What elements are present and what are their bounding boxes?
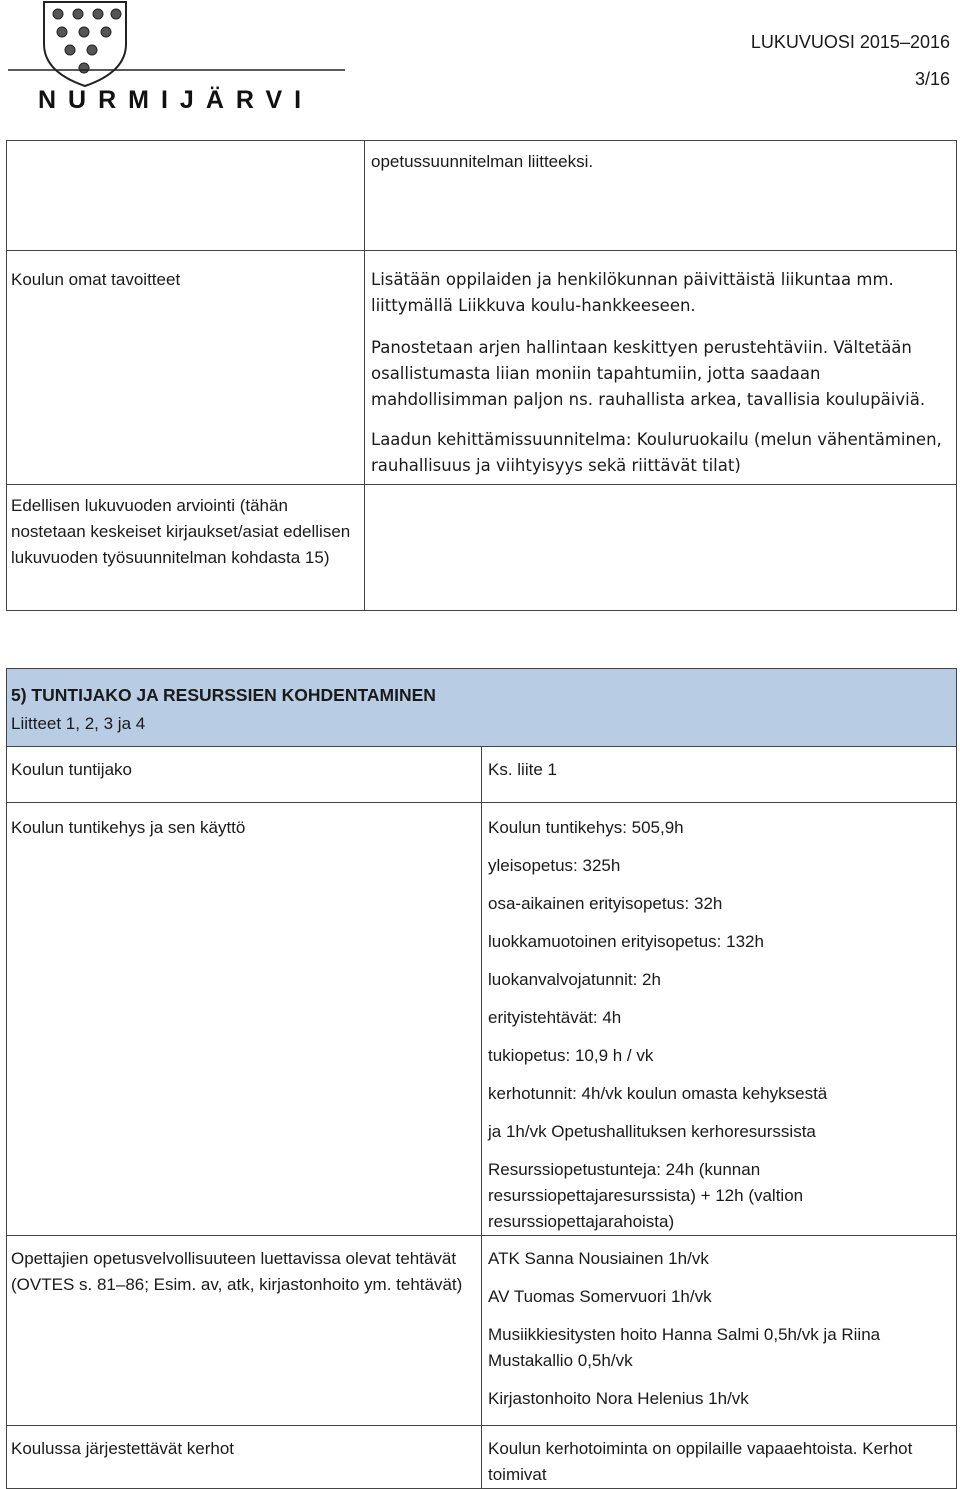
goal-text: Laadun kehittämissuunnitelma: Kouluruokailu (melun vähentäminen, rauhallisuus ja viihtyisyys sekä riittävät tilat) bbox=[371, 430, 942, 475]
hour-frame-item: Koulun tuntikehys: 505,9h bbox=[488, 818, 684, 837]
empty-cell bbox=[7, 141, 365, 251]
teacher-duty-item: Musiikkiesitysten hoito Hanna Salmi 0,5h/vk ja Riina Mustakallio 0,5h/vk bbox=[488, 1325, 881, 1370]
hour-frame-label: Koulun tuntikehys ja sen käyttö bbox=[11, 818, 246, 837]
section-header bbox=[7, 669, 957, 747]
hour-frame-item: Resurssiopetustunteja: 24h (kunnan resurssiopettajaresurssista) + 12h (valtion resurssiopettajarahoista) bbox=[488, 1160, 804, 1231]
clubs-label: Koulussa järjestettävät kerhot bbox=[11, 1439, 235, 1458]
curriculum-value: Ks. liite 1 bbox=[488, 760, 557, 779]
clubs-text: Koulun kerhotoiminta on oppilaille vapaaehtoista. Kerhot toimivat bbox=[488, 1439, 913, 1484]
clubs-label-cell bbox=[7, 1426, 482, 1489]
continuation-text: opetussuunnitelman liitteeksi. bbox=[371, 152, 594, 171]
nurmijarvi-logo bbox=[0, 0, 345, 112]
resources-table bbox=[6, 668, 957, 1489]
page-number: 3/16 bbox=[914, 69, 950, 89]
teacher-duties-label: Opettajien opetusvelvollisuuteen luettavissa olevat tehtävät (OVTES s. 81–86; Esim. av, atk, kirjastonhoito ym. tehtävät) bbox=[11, 1249, 463, 1294]
teacher-duties-cell bbox=[482, 1236, 957, 1426]
hour-frame-item: osa-aikainen erityisopetus: 32h bbox=[488, 894, 723, 913]
own-goals-label: Koulun omat tavoitteet bbox=[11, 270, 181, 289]
section-title: 5) TUNTIJAKO JA RESURSSIEN KOHDENTAMINEN bbox=[11, 685, 436, 705]
hour-frame-item: yleisopetus: 325h bbox=[488, 856, 621, 875]
goal-text: Lisätään oppilaiden ja henkilökunnan päivittäistä liikuntaa mm. liittymällä Liikkuva koulu-hankkeeseen. bbox=[371, 270, 894, 315]
curriculum-label: Koulun tuntijako bbox=[11, 760, 132, 779]
goals-table bbox=[6, 140, 957, 611]
teacher-duty-item: ATK Sanna Nousiainen 1h/vk bbox=[488, 1249, 709, 1268]
hour-frame-item: erityistehtävät: 4h bbox=[488, 1008, 622, 1027]
hour-frame-cell bbox=[482, 803, 957, 1236]
own-goals-cell bbox=[365, 251, 957, 485]
teacher-duty-item: AV Tuomas Somervuori 1h/vk bbox=[488, 1287, 712, 1306]
continuation-cell bbox=[365, 141, 957, 251]
previous-year-cell bbox=[365, 485, 957, 611]
hour-frame-item: kerhotunnit: 4h/vk koulun omasta kehyksestä bbox=[488, 1084, 828, 1103]
previous-year-label: Edellisen lukuvuoden arviointi (tähän nostetaan keskeiset kirjaukset/asiat edellisen lukuvuoden työsuunnitelman kohdasta 15) bbox=[11, 496, 351, 567]
own-goals-label-cell bbox=[7, 251, 365, 485]
svg-text:NURMIJÄRVI: NURMIJÄRVI bbox=[38, 86, 314, 112]
curriculum-label-cell bbox=[7, 747, 482, 803]
hour-frame-item: ja 1h/vk Opetushallituksen kerhoresurssista bbox=[488, 1122, 816, 1141]
section-subtitle: Liitteet 1, 2, 3 ja 4 bbox=[11, 714, 146, 733]
teacher-duty-item: Kirjastonhoito Nora Helenius 1h/vk bbox=[488, 1389, 749, 1408]
hour-frame-item: tukiopetus: 10,9 h / vk bbox=[488, 1046, 654, 1065]
previous-year-label-cell bbox=[7, 485, 365, 611]
hour-frame-item: luokanvalvojatunnit: 2h bbox=[488, 970, 661, 989]
curriculum-cell bbox=[482, 747, 957, 803]
teacher-duties-label-cell bbox=[7, 1236, 482, 1426]
goal-text: Panostetaan arjen hallintaan keskittyen perustehtäviin. Vältetään osallistumasta liian moniin tapahtumiin, jotta saadaan mahdollisimman paljon ns. rauhallista arkea, tavallisia koulupäiviä. bbox=[371, 338, 926, 409]
hour-frame-item: luokkamuotoinen erityisopetus: 132h bbox=[488, 932, 764, 951]
hour-frame-label-cell bbox=[7, 803, 482, 1236]
clubs-cell bbox=[482, 1426, 957, 1489]
school-year: LUKUVUOSI 2015–2016 bbox=[750, 32, 950, 52]
